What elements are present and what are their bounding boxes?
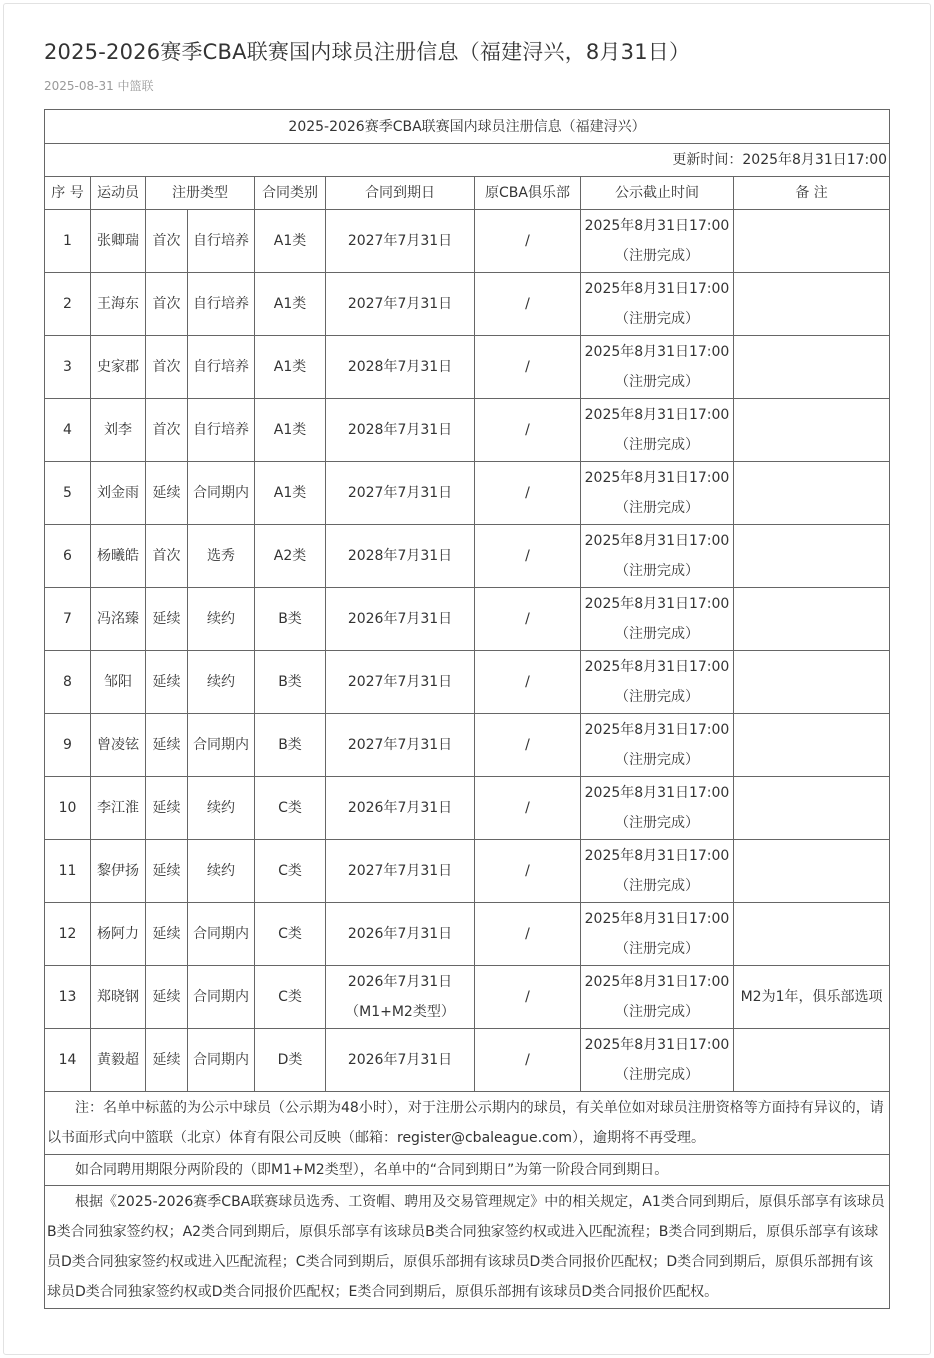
cell-no: 6 — [45, 525, 91, 588]
cell-deadline — [581, 651, 734, 714]
cell-reg-kind: 合同期内 — [188, 1029, 255, 1092]
cell-deadline-line-2: （注册完成） — [615, 1067, 699, 1083]
cell-former-club: / — [475, 903, 581, 966]
cell-deadline-line-2: （注册完成） — [615, 752, 699, 768]
cell-deadline-line-1: 2025年8月31日17:00 — [584, 470, 730, 486]
cell-name: 邹阳 — [91, 651, 146, 714]
cell-deadline-line-1: 2025年8月31日17:00 — [584, 596, 730, 612]
cell-deadline — [581, 903, 734, 966]
table-row — [45, 525, 890, 588]
cell-contract-end — [326, 651, 475, 714]
table-row — [45, 840, 890, 903]
cell-remark — [734, 399, 890, 462]
cell-reg-status: 首次 — [146, 210, 188, 273]
table-row — [45, 588, 890, 651]
cell-deadline — [581, 399, 734, 462]
cell-contract-end-line-1: 2027年7月31日 — [347, 863, 453, 879]
cell-former-club: / — [475, 588, 581, 651]
cell-reg-status: 延续 — [146, 651, 188, 714]
cell-no: 5 — [45, 462, 91, 525]
cell-contract-end — [326, 210, 475, 273]
header-contract-end: 合同到期日 — [326, 177, 475, 210]
cell-former-club: / — [475, 273, 581, 336]
cell-deadline-line-2: （注册完成） — [615, 248, 699, 264]
cell-name: 王海东 — [91, 273, 146, 336]
cell-reg-kind: 续约 — [188, 777, 255, 840]
cell-deadline — [581, 1029, 734, 1092]
cell-remark — [734, 336, 890, 399]
cell-name: 黎伊扬 — [91, 840, 146, 903]
cell-contract-end-line-2: （M1+M2类型） — [345, 1004, 455, 1020]
cell-contract-end — [326, 399, 475, 462]
table-row — [45, 462, 890, 525]
cell-contract-class: A1类 — [255, 336, 326, 399]
cell-former-club: / — [475, 210, 581, 273]
cell-contract-end — [326, 462, 475, 525]
cell-deadline-line-1: 2025年8月31日17:00 — [584, 722, 730, 738]
cell-no: 14 — [45, 1029, 91, 1092]
cell-former-club: / — [475, 840, 581, 903]
cell-reg-status: 延续 — [146, 462, 188, 525]
cell-deadline — [581, 273, 734, 336]
cell-reg-kind: 合同期内 — [188, 966, 255, 1029]
table-row — [45, 966, 890, 1029]
header-contract-class: 合同类别 — [255, 177, 326, 210]
cell-contract-end — [326, 714, 475, 777]
cell-deadline-line-1: 2025年8月31日17:00 — [584, 218, 730, 234]
cell-name: 张卿瑞 — [91, 210, 146, 273]
cell-reg-status: 延续 — [146, 714, 188, 777]
cell-former-club: / — [475, 1029, 581, 1092]
cell-no: 10 — [45, 777, 91, 840]
cell-name: 史家郡 — [91, 336, 146, 399]
cell-no: 1 — [45, 210, 91, 273]
cell-reg-kind: 续约 — [188, 840, 255, 903]
cell-remark — [734, 525, 890, 588]
cell-deadline-line-2: （注册完成） — [615, 437, 699, 453]
cell-no: 8 — [45, 651, 91, 714]
cell-remark — [734, 714, 890, 777]
cell-deadline — [581, 462, 734, 525]
cell-remark — [734, 777, 890, 840]
cell-contract-end-line-1: 2026年7月31日 — [347, 1052, 453, 1068]
cell-reg-kind: 合同期内 — [188, 903, 255, 966]
cell-deadline — [581, 714, 734, 777]
cell-former-club: / — [475, 777, 581, 840]
header-remark: 备 注 — [734, 177, 890, 210]
table-row — [45, 210, 890, 273]
table-row — [45, 336, 890, 399]
cell-deadline-line-2: （注册完成） — [615, 878, 699, 894]
cell-reg-status: 延续 — [146, 777, 188, 840]
cell-reg-kind: 合同期内 — [188, 714, 255, 777]
cell-no: 2 — [45, 273, 91, 336]
cell-reg-kind: 自行培养 — [188, 336, 255, 399]
cell-reg-status: 延续 — [146, 903, 188, 966]
cell-contract-end-line-1: 2026年7月31日 — [347, 974, 453, 990]
cell-contract-end — [326, 840, 475, 903]
cell-former-club: / — [475, 714, 581, 777]
cell-reg-kind: 自行培养 — [188, 210, 255, 273]
cell-remark — [734, 1029, 890, 1092]
cell-contract-class: B类 — [255, 651, 326, 714]
cell-remark — [734, 273, 890, 336]
cell-name: 曾凌铉 — [91, 714, 146, 777]
cell-reg-status: 首次 — [146, 399, 188, 462]
cell-remark — [734, 210, 890, 273]
cell-deadline-line-2: （注册完成） — [615, 374, 699, 390]
cell-contract-end-line-1: 2027年7月31日 — [347, 485, 453, 501]
header-former-club: 原CBA俱乐部 — [475, 177, 581, 210]
cell-no: 4 — [45, 399, 91, 462]
cell-reg-kind: 选秀 — [188, 525, 255, 588]
table-row — [45, 777, 890, 840]
cell-no: 12 — [45, 903, 91, 966]
cell-contract-end — [326, 525, 475, 588]
table-note: 根据《2025-2026赛季CBA联赛球员选秀、工资帽、聘用及交易管理规定》中的相关规定，A1类合同到期后，原俱乐部享有该球员B类合同独家签约权；A2类合同到期后，原俱乐部享有该球员B类合同独家签约权或进入匹配流程；B类合同到期后，原俱乐部享有该球员D类合同独家签约权或进入匹配流程；C类合同到期后，原俱乐部拥有该球员D类合同报价匹配权；D类合同到期后，原俱乐部拥有该球员D类合同独家签约权或D类合同报价匹配权；E类合同到期后，原俱乐部拥有该球员D类合同报价匹配权。 — [45, 1186, 890, 1309]
cell-contract-end-line-1: 2026年7月31日 — [347, 611, 453, 627]
cell-contract-class: C类 — [255, 903, 326, 966]
table-row — [45, 1029, 890, 1092]
header-reg-type: 注册类型 — [146, 177, 255, 210]
cell-former-club: / — [475, 651, 581, 714]
table-header-row — [45, 177, 890, 210]
cell-reg-status: 首次 — [146, 336, 188, 399]
cell-contract-end-line-1: 2027年7月31日 — [347, 737, 453, 753]
cell-deadline — [581, 210, 734, 273]
cell-deadline-line-2: （注册完成） — [615, 941, 699, 957]
cell-deadline-line-1: 2025年8月31日17:00 — [584, 407, 730, 423]
cell-deadline-line-2: （注册完成） — [615, 626, 699, 642]
cell-contract-end — [326, 903, 475, 966]
cell-name: 黄毅超 — [91, 1029, 146, 1092]
cell-deadline-line-1: 2025年8月31日17:00 — [584, 659, 730, 675]
cell-contract-class: C类 — [255, 840, 326, 903]
cell-former-club: / — [475, 525, 581, 588]
cell-contract-class: A1类 — [255, 273, 326, 336]
cell-reg-kind: 自行培养 — [188, 399, 255, 462]
cell-name: 李江淮 — [91, 777, 146, 840]
cell-deadline-line-2: （注册完成） — [615, 689, 699, 705]
cell-reg-kind: 合同期内 — [188, 462, 255, 525]
cell-deadline-line-1: 2025年8月31日17:00 — [584, 533, 730, 549]
cell-deadline-line-1: 2025年8月31日17:00 — [584, 344, 730, 360]
cell-contract-end-line-1: 2026年7月31日 — [347, 926, 453, 942]
header-no: 序 号 — [45, 177, 91, 210]
cell-deadline-line-1: 2025年8月31日17:00 — [584, 911, 730, 927]
cell-deadline-line-2: （注册完成） — [615, 815, 699, 831]
cell-reg-kind: 续约 — [188, 651, 255, 714]
cell-reg-status: 延续 — [146, 1029, 188, 1092]
cell-reg-status: 延续 — [146, 588, 188, 651]
cell-no: 11 — [45, 840, 91, 903]
cell-contract-end — [326, 966, 475, 1029]
table-note: 注：名单中标蓝的为公示中球员（公示期为48小时），对于注册公示期内的球员，有关单位如对球员注册资格等方面持有异议的，请以书面形式向中篮联（北京）体育有限公司反映（邮箱：register@cbaleague.com），逾期将不再受理。 — [45, 1092, 890, 1155]
cell-contract-end — [326, 588, 475, 651]
table-caption: 2025-2026赛季CBA联赛国内球员注册信息（福建浔兴） — [45, 110, 890, 144]
cell-deadline-line-1: 2025年8月31日17:00 — [584, 785, 730, 801]
cell-remark — [734, 651, 890, 714]
cell-contract-end-line-1: 2028年7月31日 — [347, 548, 453, 564]
article-title: 2025-2026赛季CBA联赛国内球员注册信息（福建浔兴，8月31日） — [44, 40, 691, 64]
cell-reg-status: 首次 — [146, 525, 188, 588]
cell-remark — [734, 903, 890, 966]
cell-name: 刘金雨 — [91, 462, 146, 525]
cell-deadline-line-1: 2025年8月31日17:00 — [584, 281, 730, 297]
cell-remark: M2为1年，俱乐部选项 — [734, 966, 890, 1029]
cell-former-club: / — [475, 399, 581, 462]
cell-remark — [734, 588, 890, 651]
table-row — [45, 903, 890, 966]
cell-contract-end-line-1: 2027年7月31日 — [347, 296, 453, 312]
cell-contract-end — [326, 1029, 475, 1092]
cell-contract-end — [326, 336, 475, 399]
cell-contract-class: B类 — [255, 714, 326, 777]
cell-deadline — [581, 966, 734, 1029]
article-meta: 2025-08-31 中篮联 — [44, 79, 154, 93]
cell-remark — [734, 840, 890, 903]
cell-no: 13 — [45, 966, 91, 1029]
cell-deadline-line-1: 2025年8月31日17:00 — [584, 848, 730, 864]
cell-former-club: / — [475, 966, 581, 1029]
header-deadline: 公示截止时间 — [581, 177, 734, 210]
cell-name: 冯洺臻 — [91, 588, 146, 651]
cell-deadline-line-2: （注册完成） — [615, 311, 699, 327]
cell-contract-end-line-1: 2027年7月31日 — [347, 674, 453, 690]
cell-contract-end — [326, 777, 475, 840]
cell-reg-status: 延续 — [146, 966, 188, 1029]
cell-name: 郑晓钢 — [91, 966, 146, 1029]
cell-deadline-line-1: 2025年8月31日17:00 — [584, 1037, 730, 1053]
cell-contract-end-line-1: 2028年7月31日 — [347, 422, 453, 438]
cell-deadline-line-2: （注册完成） — [615, 1004, 699, 1020]
cell-contract-class: C类 — [255, 777, 326, 840]
cell-name: 刘李 — [91, 399, 146, 462]
cell-deadline — [581, 777, 734, 840]
cell-deadline — [581, 525, 734, 588]
cell-contract-class: A1类 — [255, 462, 326, 525]
cell-reg-kind: 自行培养 — [188, 273, 255, 336]
cell-name: 杨阿力 — [91, 903, 146, 966]
cell-contract-end-line-1: 2028年7月31日 — [347, 359, 453, 375]
cell-contract-class: B类 — [255, 588, 326, 651]
cell-contract-end-line-1: 2027年7月31日 — [347, 233, 453, 249]
cell-deadline-line-2: （注册完成） — [615, 563, 699, 579]
update-time: 更新时间：2025年8月31日17:00 — [45, 144, 890, 177]
cell-contract-end — [326, 273, 475, 336]
header-name: 运动员 — [91, 177, 146, 210]
cell-remark — [734, 462, 890, 525]
cell-deadline — [581, 336, 734, 399]
cell-contract-end-line-1: 2026年7月31日 — [347, 800, 453, 816]
cell-contract-class: A1类 — [255, 210, 326, 273]
cell-former-club: / — [475, 336, 581, 399]
cell-contract-class: A1类 — [255, 399, 326, 462]
cell-former-club: / — [475, 462, 581, 525]
cell-no: 7 — [45, 588, 91, 651]
cell-reg-status: 首次 — [146, 273, 188, 336]
cell-name: 杨曦皓 — [91, 525, 146, 588]
cell-deadline-line-2: （注册完成） — [615, 500, 699, 516]
cell-no: 9 — [45, 714, 91, 777]
cell-deadline — [581, 588, 734, 651]
table-row — [45, 273, 890, 336]
cell-contract-class: D类 — [255, 1029, 326, 1092]
cell-contract-class: A2类 — [255, 525, 326, 588]
cell-deadline — [581, 840, 734, 903]
table-row — [45, 714, 890, 777]
cell-contract-class: C类 — [255, 966, 326, 1029]
cell-deadline-line-1: 2025年8月31日17:00 — [584, 974, 730, 990]
cell-reg-kind: 续约 — [188, 588, 255, 651]
registration-table — [44, 109, 890, 1309]
cell-reg-status: 延续 — [146, 840, 188, 903]
table-row — [45, 651, 890, 714]
table-row — [45, 399, 890, 462]
table-note: 如合同聘用期限分两阶段的（即M1+M2类型），名单中的“合同到期日”为第一阶段合同到期日。 — [45, 1155, 890, 1186]
cell-no: 3 — [45, 336, 91, 399]
